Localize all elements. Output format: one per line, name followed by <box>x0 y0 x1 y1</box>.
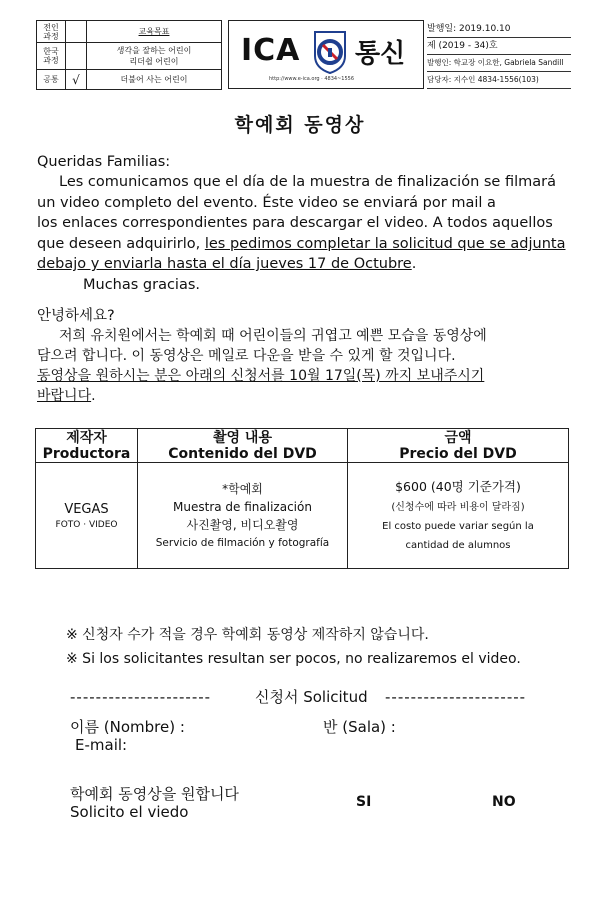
korean-line-3 <box>37 366 484 387</box>
korean-line-4-underlined: 바랍니다 <box>37 388 92 404</box>
check-mark: √ <box>66 70 87 90</box>
issue-number: 제 (2019 - 34)호 <box>427 38 571 55</box>
price-note-es-1: El costo puede variar según la <box>382 521 534 532</box>
korean-line-4 <box>37 386 96 407</box>
content-cell <box>138 463 348 569</box>
header-price-ko: 금액 <box>444 429 472 446</box>
header-content-ko: 촬영 내용 <box>213 429 272 446</box>
publisher: 발행인: 학교장 이요한, Gabriela Sandill <box>427 55 571 72</box>
notice-spanish: ※ Si los solicitantes resultan ser pocos, no realizaremos el video. <box>66 651 521 667</box>
contact-person: 담당자: 지수인 4834-1556(103) <box>427 72 571 89</box>
email-label[interactable]: E-mail: <box>75 736 128 754</box>
logo-tongsin-text: 통신 <box>355 39 406 69</box>
price-amount: $600 (40명 기준가격) <box>395 479 521 494</box>
form-divider-left: ---------------------- <box>70 688 212 706</box>
check-cell-2 <box>66 43 87 70</box>
curriculum-label-1: 전인 과정 <box>37 21 66 43</box>
header-producer <box>36 429 138 463</box>
form-divider-right: ---------------------- <box>385 688 527 706</box>
korean-line-4-end: . <box>91 388 96 404</box>
spanish-line-4-plain: que deseen adquirirlo, <box>37 236 205 252</box>
producer-cell <box>36 463 138 569</box>
spanish-line-4 <box>37 234 566 255</box>
korean-greeting: 안녕하세요? <box>37 308 115 324</box>
korean-line-1: 저희 유치원에서는 학예회 때 어린이들의 귀엽고 예쁜 모습을 동영상에 <box>59 328 487 344</box>
korean-deadline-underlined: 동영상을 원하시는 분은 아래의 신청서를 10월 17일(목) 까지 보내주시기 <box>37 368 485 384</box>
spanish-greeting: Queridas Familias: <box>37 154 171 170</box>
spanish-line-4-underlined: les pedimos completar la solicitud que se adjunta <box>204 236 566 252</box>
header-producer-es: Productora <box>42 445 131 462</box>
curriculum-table <box>36 20 222 90</box>
spanish-thanks: Muchas gracias. <box>83 277 201 293</box>
spanish-line-5-end: . <box>411 256 417 272</box>
form-heading: 신청서 Solicitud <box>255 688 368 706</box>
price-note-es-2: cantidad de alumnos <box>405 540 511 551</box>
content-event-es: Muestra de finalización <box>173 499 312 514</box>
price-cell <box>348 463 569 569</box>
header-price <box>348 429 569 463</box>
producer-sub: FOTO · VIDEO <box>55 519 118 530</box>
class-label[interactable]: 반 (Sala) : <box>323 718 396 736</box>
spanish-line-1: Les comunicamos que el día de la muestra de finalización se filmará <box>59 174 556 190</box>
dvd-info-table <box>35 428 569 569</box>
goal-text-2: 더불어 사는 어린이 <box>87 70 222 90</box>
spanish-deadline-underlined: debajo y enviarla hasta el día jueves 17 de Octubre <box>37 256 412 272</box>
goal-heading: 교육목표 <box>87 21 222 43</box>
publication-info <box>427 21 571 89</box>
content-event: *학예회 <box>222 481 263 496</box>
logo-ica-text: ICA <box>241 33 301 68</box>
producer-name: VEGAS <box>64 501 109 517</box>
school-emblem-icon <box>312 30 348 74</box>
header-producer-ko: 제작자 <box>66 429 107 446</box>
content-services-ko: 사진촬영, 비디오촬영 <box>186 517 299 532</box>
curriculum-label-2: 한국 과정 <box>37 43 66 70</box>
no-option[interactable]: NO <box>492 794 516 810</box>
yes-option[interactable]: SI <box>356 794 372 810</box>
notice-korean: ※ 신청자 수가 적을 경우 학예회 동영상 제작하지 않습니다. <box>66 627 429 643</box>
check-cell-1 <box>66 21 87 43</box>
page-title: 학예회 동영상 <box>234 114 366 136</box>
header-content-es: Contenido del DVD <box>168 445 317 462</box>
goal-text-1: 생각을 잘하는 어린이 리더쉽 어린이 <box>87 43 222 70</box>
header-price-es: Precio del DVD <box>399 445 517 462</box>
header-content <box>138 429 348 463</box>
content-services-es: Servicio de filmación y fotografía <box>155 536 330 549</box>
korean-line-2: 담으려 합니다. 이 동영상은 메일로 다운을 받을 수 있게 할 것입니다. <box>37 348 456 364</box>
publish-date: 발행일: 2019.10.10 <box>427 21 571 38</box>
logo-caption: http://www.e-ica.org · 4834~1556 <box>269 76 354 82</box>
price-note-ko: (신청수에 따라 비용이 달라짐) <box>391 502 525 513</box>
request-spanish: Solicito el viedo <box>70 803 189 821</box>
spanish-line-3: los enlaces correspondientes para descargar el video. A todos aquellos <box>37 215 553 231</box>
request-korean: 학예회 동영상을 원합니다 <box>70 785 239 803</box>
logo-box <box>228 20 424 89</box>
spanish-line-5 <box>37 254 416 275</box>
name-label[interactable]: 이름 (Nombre) : <box>70 718 185 736</box>
curriculum-label-3: 공통 <box>37 70 66 90</box>
spanish-line-2: un video completo del evento. Éste video se enviará por mail a <box>37 195 496 211</box>
